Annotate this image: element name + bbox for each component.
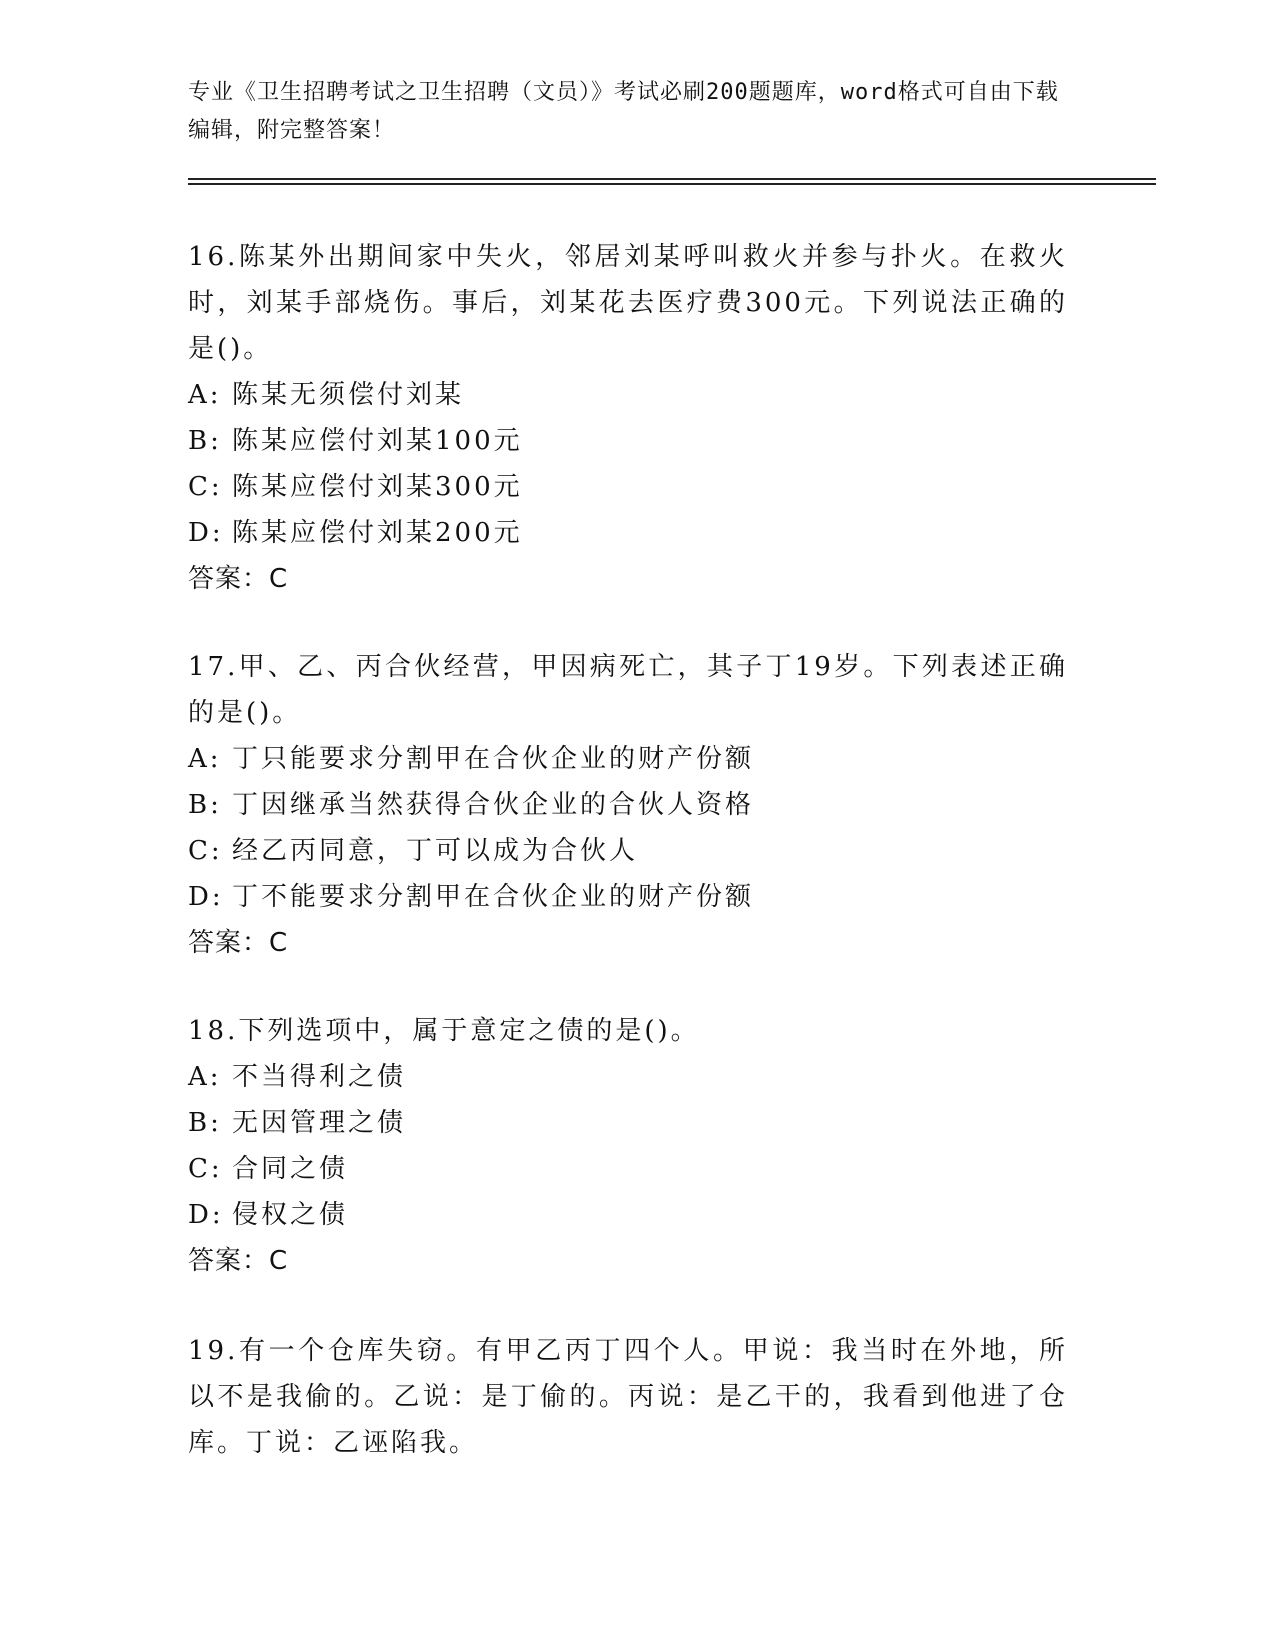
answer-line: 答案：C: [188, 564, 289, 594]
option-a: [188, 372, 1068, 418]
option-key: A:: [188, 1062, 222, 1092]
option-d: [188, 1192, 1068, 1238]
option-text: 不当得利之债: [232, 1062, 407, 1092]
question-stem: 16.陈某外出期间家中失火，邻居刘某呼叫救火并参与扑火。在救火时，刘某手部烧伤。事后，刘某花去医疗费300元。下列说法正确的是()。: [188, 242, 1068, 364]
option-text: 陈某应偿付刘某100元: [232, 426, 523, 456]
question-stem: 18.下列选项中，属于意定之债的是()。: [188, 1016, 700, 1046]
option-a: [188, 1054, 1068, 1100]
option-key: D:: [188, 882, 224, 912]
option-key: C:: [188, 472, 223, 502]
option-text: 无因管理之债: [232, 1108, 407, 1138]
option-b: [188, 1100, 1068, 1146]
option-a: [188, 736, 1068, 782]
header-divider-bottom: [188, 183, 1156, 185]
option-text: 丁因继承当然获得合伙企业的合伙人资格: [232, 790, 755, 820]
option-text: 陈某应偿付刘某200元: [232, 518, 523, 548]
option-c: [188, 828, 1068, 874]
option-key: D:: [188, 518, 224, 548]
question-17: [188, 644, 1068, 966]
option-text: 陈某无须偿付刘某: [232, 380, 465, 410]
option-key: A:: [188, 380, 222, 410]
document-header-text: 专业《卫生招聘考试之卫生招聘（文员）》考试必刷200题题库，word格式可自由下载编辑，附完整答案！: [188, 80, 1059, 143]
option-d: [188, 874, 1068, 920]
question-16: [188, 234, 1068, 602]
option-c: [188, 464, 1068, 510]
question-stem: 17.甲、乙、丙合伙经营，甲因病死亡，其子丁19岁。下列表述正确的是()。: [188, 652, 1068, 728]
option-key: C:: [188, 836, 223, 866]
option-key: B:: [188, 790, 222, 820]
option-b: [188, 782, 1068, 828]
question-stem: 19.有一个仓库失窃。有甲乙丙丁四个人。甲说：我当时在外地，所以不是我偷的。乙说：是丁偷的。丙说：是乙干的，我看到他进了仓库。丁说：乙诬陷我。: [188, 1336, 1068, 1458]
header-divider-top: [188, 178, 1156, 180]
answer-line: 答案：C: [188, 1246, 289, 1276]
option-key: D:: [188, 1200, 224, 1230]
option-key: A:: [188, 744, 222, 774]
option-text: 陈某应偿付刘某300元: [232, 472, 523, 502]
option-text: 丁只能要求分割甲在合伙企业的财产份额: [232, 744, 755, 774]
option-b: [188, 418, 1068, 464]
question-19: [188, 1328, 1068, 1466]
answer-line: 答案：C: [188, 928, 289, 958]
option-text: 丁不能要求分割甲在合伙企业的财产份额: [232, 882, 755, 912]
option-c: [188, 1146, 1068, 1192]
option-key: C:: [188, 1154, 223, 1184]
question-18: [188, 1008, 1068, 1284]
option-text: 侵权之债: [232, 1200, 349, 1230]
option-key: B:: [188, 1108, 222, 1138]
option-d: [188, 510, 1068, 556]
option-key: B:: [188, 426, 222, 456]
option-text: 合同之债: [232, 1154, 349, 1184]
option-text: 经乙丙同意，丁可以成为合伙人: [232, 836, 639, 866]
